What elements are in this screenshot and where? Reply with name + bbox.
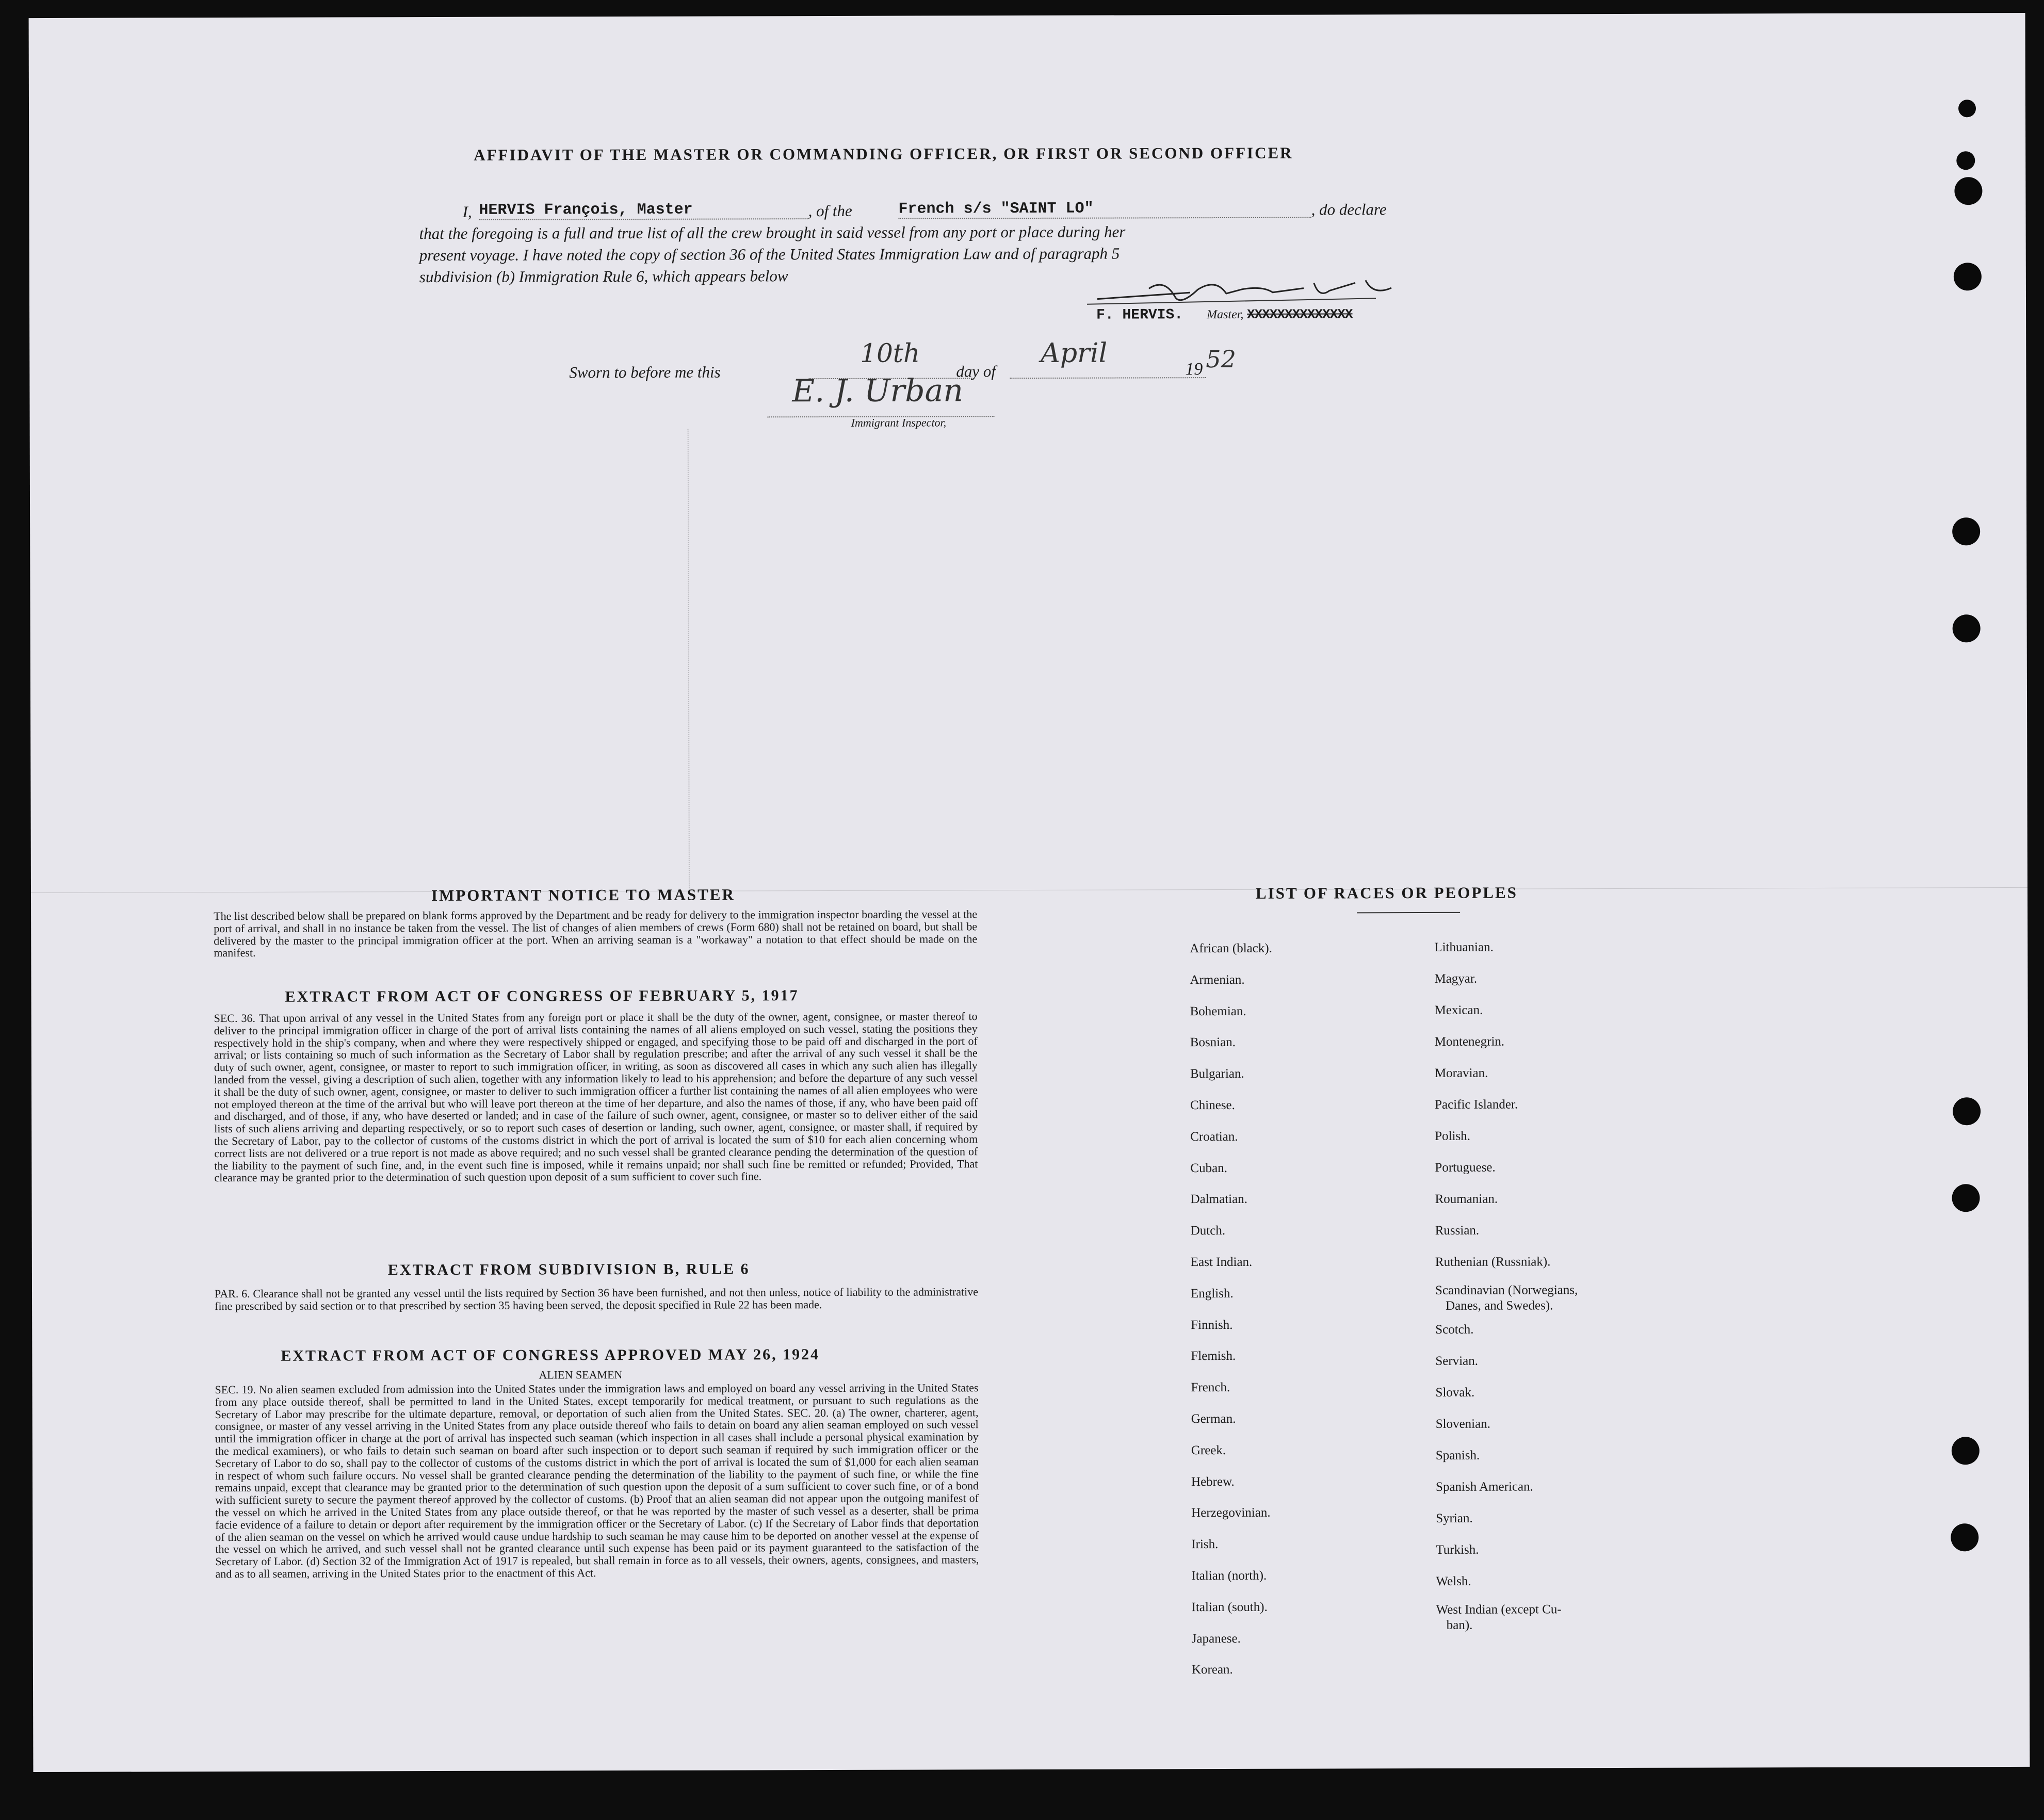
race-item: Slovenian. (1435, 1417, 1490, 1431)
race-item: Montenegrin. (1434, 1034, 1505, 1049)
race-item: Japanese. (1191, 1631, 1241, 1646)
race-item: Servian. (1435, 1354, 1479, 1368)
race-item: Ruthenian (Russniak). (1435, 1255, 1551, 1269)
race-item: Chinese. (1190, 1098, 1235, 1113)
race-item: Syrian. (1436, 1511, 1473, 1525)
race-item: Finnish. (1191, 1318, 1233, 1332)
race-item: Danes, and Swedes). (1446, 1298, 1553, 1313)
race-item: Mexican. (1434, 1003, 1483, 1017)
vessel-name: French s/s "SAINT LO" (898, 200, 1094, 218)
race-item: Dutch. (1190, 1224, 1226, 1238)
race-item: French. (1191, 1380, 1230, 1395)
race-item: Lithuanian. (1434, 940, 1494, 954)
race-item-multiline (1436, 1597, 1579, 1633)
signer-name: F. HERVIS. (1096, 307, 1183, 323)
extract1-body: SEC. 36. That upon arrival of any vessel in the United States from any foreign port or place it shall be the duty of the owner, agent, consignee, or master thereof to deliver to the principal immigration officer in charge of the port of arrival lists containing the names of all aliens employed on such vessel, stating the positions they respectively hold in the ship's company, when and where they were respectively shipped or engaged, and specifying those to be paid off and discharged in the port of arrival; or lists containing so much of such information as the Secretary of Labor shall by regulation prescribe; and after the arrival of any such vessel it shall be the duty of such owner, agent, consignee, or master to report to such immigration officer, in writing, as soon as discovered all cases in which any such alien has illegally landed from the vessel, giving a description of such alien, together with any information likely to lead to his apprehension; and before the departure of any such vessel it shall be the duty of such owner, agent, consignee, or master to deliver to such immigration officer a further list containing the names of all alien employees who were not employed thereon at the time of the arrival but who will leave port thereon at the time of her departure, and also the names of those, if any, who have been paid off and discharged, and of those, if any, who have deserted or landed; and in case of the failure of such owner, agent, consignee, or master so to deliver either of the said lists of such aliens arriving and departing respectively, or so to report such cases of desertion or landing, such owner, agent, consignee, or master shall, if required by the Secretary of Labor, pay to the collector of customs of the customs district in which the port of arrival is located the sum of $10 for each alien concerning whom correct lists are not delivered or a true report is not made as above required; and no such vessel shall be granted clearance pending the determination of the question of the liability to the payment of such fine, and, in the event such fine is imposed, while it remains unpaid; nor shall such fine be remitted or refunded; Provided, That clearance may be granted prior to the determination of such question upon deposit of a sum sufficient to cover such fine. (214, 1010, 978, 1184)
races-title-underline (1357, 912, 1460, 914)
race-item: West Indian (except Cu- (1436, 1602, 1562, 1617)
affidavit-i-prefix: I, (462, 202, 472, 221)
race-item: Welsh. (1436, 1574, 1471, 1588)
day-of-label: day of (956, 362, 996, 381)
race-item: Bosnian. (1190, 1035, 1236, 1050)
extract3-title: EXTRACT FROM ACT OF CONGRESS APPROVED MAY 26, 1924 (281, 1346, 820, 1364)
extract3-subtitle: ALIEN SEAMEN (539, 1368, 623, 1382)
race-item: Armenian. (1190, 972, 1245, 987)
signer-title: Master, (1207, 307, 1244, 322)
binder-hole (1953, 1097, 1981, 1125)
binder-hole (1951, 1523, 1978, 1551)
race-item: Greek. (1191, 1443, 1226, 1457)
master-name-line (479, 218, 809, 220)
notice-title: IMPORTANT NOTICE TO MASTER (431, 885, 735, 905)
struck-title: XXXXXXXXXXXXXX (1247, 306, 1353, 322)
race-item: Hebrew. (1191, 1474, 1235, 1489)
race-item: Italian (south). (1191, 1600, 1268, 1614)
race-item: Irish. (1191, 1537, 1219, 1552)
race-item: Turkish. (1436, 1542, 1479, 1557)
race-item: Flemish. (1191, 1349, 1236, 1363)
affidavit-title: AFFIDAVIT OF THE MASTER OR COMMANDING OFFICER, OR FIRST OR SECOND OFFICER (474, 143, 1293, 164)
sworn-month: April (1041, 337, 1108, 369)
races-left-column (1190, 933, 1274, 1686)
binder-hole (1952, 1184, 1980, 1212)
race-item: Croatian. (1190, 1129, 1238, 1144)
race-item: Bulgarian. (1190, 1067, 1244, 1081)
paper-sheet (29, 13, 2030, 1772)
race-item: Dalmatian. (1190, 1192, 1247, 1207)
race-item: Moravian. (1434, 1066, 1488, 1080)
race-item: Scandinavian (Norwegians, (1435, 1283, 1578, 1297)
affidavit-line-4: subdivision (b) Immigration Rule 6, which appears below (419, 267, 788, 286)
race-item: Roumanian. (1435, 1192, 1498, 1206)
binder-hole (1952, 517, 1980, 545)
year-prefix: 19 (1185, 360, 1203, 379)
page-fold (31, 887, 2027, 893)
race-item: Italian (north). (1191, 1568, 1267, 1583)
race-item: Magyar. (1434, 971, 1478, 986)
race-item: ban). (1446, 1618, 1473, 1632)
race-item: East Indian. (1190, 1255, 1253, 1270)
year-suffix: 52 (1206, 345, 1236, 373)
binder-hole (1958, 100, 1976, 117)
race-item: English. (1191, 1286, 1234, 1301)
race-item: Herzegovinian. (1191, 1506, 1271, 1520)
sworn-day: 10th (860, 338, 920, 368)
inspector-signature: E. J. Urban (792, 372, 964, 410)
notice-body: The list described below shall be prepared on blank forms approved by the Department and be ready for delivery to the immigration inspector boarding the vessel at the port of arrival, and shall in no instance be taken from the vessel. The list of changes of alien members of crews (Form 680) shall not be retained on board, but shall be delivered by the master to the principal immigration officer at the port. When an arriving seaman is a "workaway" a notation to that effect should be made on the manifest. (214, 907, 978, 960)
race-item: Pacific Islander. (1435, 1097, 1518, 1112)
race-item: Spanish. (1435, 1448, 1480, 1463)
race-item: German. (1191, 1411, 1236, 1426)
race-item: Spanish American. (1435, 1480, 1533, 1494)
extract2-body: PAR. 6. Clearance shall not be granted any vessel until the lists required by Section 36 have been furnished, and not then unless, notice of liability to the administrative fine prescribed by said section or to that prescribed by section 35 having been served, the deposit specified in Rule 22 has been made. (214, 1285, 979, 1312)
race-item: Cuban. (1190, 1161, 1227, 1175)
extract3-body: SEC. 19. No alien seamen excluded from admission into the United States under the immigration laws and employed on board any vessel arriving in the United States from any place outside thereof, shall be permitted to land in the United States, except temporarily for medical treatment, or pursuant to such regulations as the Secretary of Labor may prescribe for the ultimate departure, removal, or deportation of such alien from the United States. SEC. 20. (a) The owner, charterer, agent, consignee, or master of any vessel arriving in the United States from any place outside thereof who fails to detain on board any alien seaman employed on such vessel until the immigration officer in charge at the port of arrival has inspected such seaman (which inspection in all cases shall include a personal physical examination by the medical examiners), or who fails to detain such seaman on board after such inspection or to deport such seaman if required by such immigration officer or the Secretary of Labor to do so, shall pay to the collector of customs of the customs district in which the port of arrival is located the sum of $1,000 for each alien seaman in respect of whom such failure occurs. No vessel shall be granted clearance pending the determination of the liability to the payment of such fine, or while the fine remains unpaid, except that clearance may be granted prior to the determination of such question upon the deposit of a sum sufficient to cover such fine, or of a bond with sufficient surety to secure the payment thereof approved by the collector of customs. (b) Proof that an alien seaman did not appear upon the outgoing manifest of the vessel on which he arrived in the United States from any place outside thereof, or that he was reported by the master of such vessel as a deserter, shall be prima facie evidence of a failure to detain or deport after requirement by the immigration officer or the Secretary of Labor. (c) If the Secretary of Labor finds that deportation of the alien seaman on the vessel on which he arrived would cause undue hardship to such seaman he may cause him to be deported on another vessel at the expense of the vessel on which he arrived, and such vessel shall not be granted clearance until such expense has been paid or its payment guaranteed to the satisfaction of the Secretary of Labor. (d) Section 32 of the Immigration Act of 1917 is repealed, but shall remain in force as to all vessels, their owners, agents, consignees, and masters, and as to all seamen, arriving in the United States prior to the enactment of this Act. (215, 1381, 979, 1581)
master-name: HERVIS François, Master (479, 201, 693, 219)
race-item: Russian. (1435, 1223, 1480, 1238)
binder-hole (1953, 614, 1981, 642)
affidavit-line-2: that the foregoing is a full and true list of all the crew brought in said vessel from any port or place during her (419, 222, 1126, 243)
race-item: Korean. (1191, 1663, 1233, 1677)
race-item: African (black). (1190, 941, 1272, 956)
of-the-label: , of the (808, 201, 852, 220)
affidavit-line-3: present voyage. I have noted the copy of section 36 of the United States Immigration Law and of paragraph 5 (419, 244, 1120, 265)
extract1-title: EXTRACT FROM ACT OF CONGRESS OF FEBRUARY 5, 1917 (285, 987, 799, 1005)
binder-hole (1956, 151, 1975, 170)
do-declare-label: , do declare (1311, 200, 1387, 219)
binder-hole (1954, 177, 1982, 205)
races-right-column (1434, 931, 1579, 1633)
race-item: Slovak. (1435, 1385, 1475, 1400)
race-item: Portuguese. (1435, 1160, 1496, 1175)
sworn-month-line (1010, 377, 1206, 379)
binder-hole (1952, 1437, 1980, 1465)
race-item: Bohemian. (1190, 1004, 1246, 1018)
race-item: Polish. (1435, 1129, 1471, 1143)
races-title: LIST OF RACES OR PEOPLES (1255, 883, 1518, 902)
race-item-multiline (1435, 1277, 1578, 1314)
sworn-label: Sworn to before me this (569, 363, 721, 382)
binder-hole (1954, 263, 1982, 290)
race-item: Scotch. (1435, 1322, 1474, 1337)
inspector-label: Immigrant Inspector, (851, 416, 947, 429)
extract2-title: EXTRACT FROM SUBDIVISION B, RULE 6 (387, 1260, 750, 1279)
column-rule (688, 429, 690, 893)
